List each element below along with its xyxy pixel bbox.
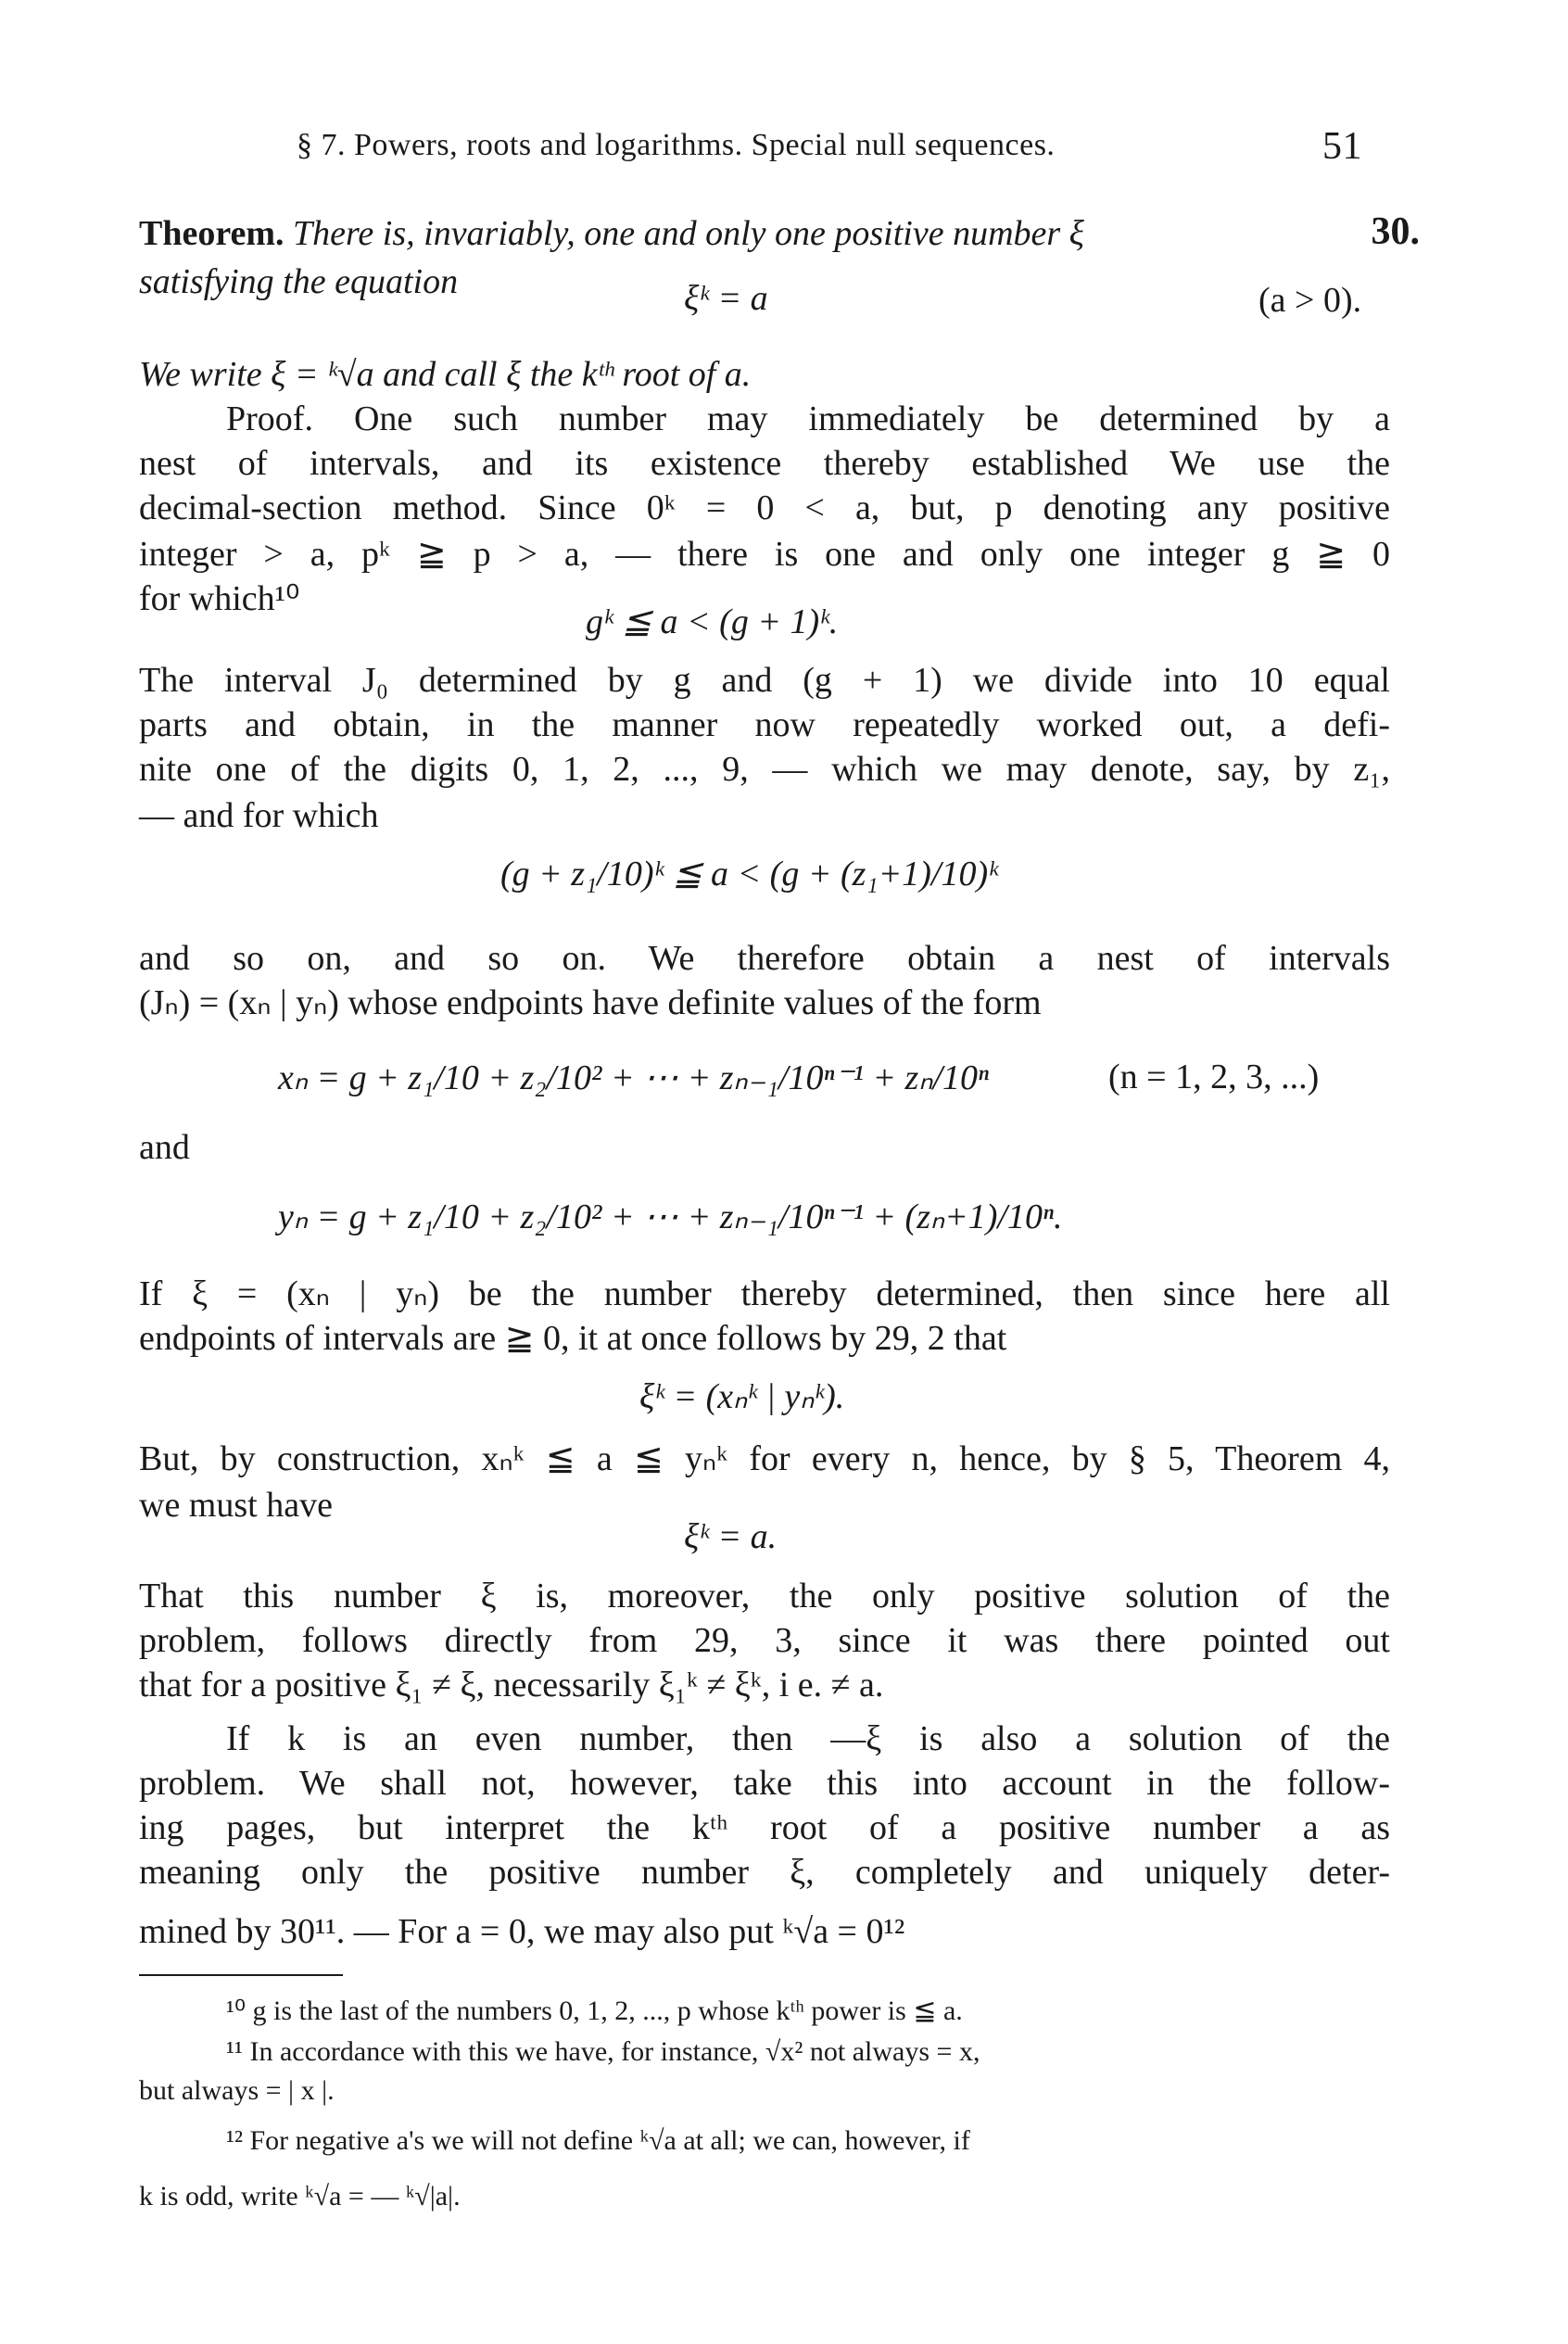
proof-line-21: problem. We shall not, however, take this into account in the follow- [139, 1764, 1390, 1803]
theorem-equation: ξᵏ = a [684, 279, 768, 318]
proof-line-5: for which¹⁰ [139, 579, 300, 618]
proof-line-2: nest of intervals, and its existence thereby established We use the [139, 444, 1390, 483]
theorem-condition: (a > 0). [1258, 281, 1362, 320]
running-header [297, 125, 1362, 168]
proof-line-11: (Jₙ) = (xₙ | yₙ) whose endpoints have definite values of the form [139, 983, 1042, 1022]
proof-label: Proof. [226, 399, 313, 438]
proof-line-1 [139, 397, 1390, 441]
theorem-text-1: There is, invariably, one and only one positive number ξ [293, 214, 1084, 253]
equation-xi-a: ξᵏ = a. [684, 1517, 778, 1556]
footnote-11-line-1: ¹¹ In accordance with this we have, for instance, √x² not always = x, [226, 2036, 980, 2067]
footnote-rule [139, 1974, 343, 1976]
proof-line-8: nite one of the digits 0, 1, 2, ..., 9, — which we may denote, say, by z₁, [139, 750, 1390, 789]
proof-line-20: If k is an even number, then —ξ is also a solution of the [226, 1719, 1390, 1758]
footnote-11-line-2: but always = | x |. [139, 2075, 335, 2106]
proof-line-15: But, by construction, xₙᵏ ≦ a ≦ yₙᵏ for every n, hence, by § 5, Theorem 4, [139, 1439, 1390, 1478]
proof-line-24: mined by 30¹¹. — For a = 0, we may also put ᵏ√a = 0¹² [139, 1912, 905, 1951]
theorem-label: Theorem. [139, 214, 285, 253]
page-number: 51 [1322, 125, 1362, 168]
proof-line-13: If ξ = (xₙ | yₙ) be the number thereby determined, then since here all [139, 1274, 1390, 1313]
equation-g-bounds: gᵏ ≦ a < (g + 1)ᵏ. [586, 602, 839, 641]
theorem-line-2: satisfying the equation [139, 262, 459, 301]
footnote-10: ¹⁰ g is the last of the numbers 0, 1, 2, ..., p whose kᵗʰ power is ≦ a. [226, 1996, 963, 2026]
equation-z1-bounds: (g + z₁/10)ᵏ ≦ a < (g + (z₁+1)/10)ᵏ [500, 855, 998, 893]
equation-xi-interval: ξᵏ = (xₙᵏ | yₙᵏ). [639, 1377, 845, 1416]
proof-line-12: and [139, 1128, 190, 1167]
proof-line-18: problem, follows directly from 29, 3, since it was there pointed out [139, 1621, 1390, 1660]
proof-text-1: One such number may immediately be determined by a [353, 399, 1390, 438]
proof-line-19: that for a positive ξ₁ ≠ ξ, necessarily ξ₁ᵏ ≠ ξᵏ, i e. ≠ a. [139, 1666, 884, 1704]
equation-yn: yₙ = g + z₁/10 + z₂/10² + ⋯ + zₙ₋₁/10ⁿ⁻¹ + (zₙ+1)/10ⁿ. [278, 1197, 1063, 1236]
footnote-12-line-1: ¹² For negative a's we will not define ᵏ√a at all; we can, however, if [226, 2125, 970, 2156]
proof-line-17: That this number ξ is, moreover, the only positive solution of the [139, 1577, 1390, 1615]
theorem-line-3: We write ξ = ᵏ√a and call ξ the kᵗʰ root of a. [139, 355, 752, 394]
proof-line-6: The interval J₀ determined by g and (g + 1) we divide into 10 equal [139, 661, 1390, 700]
proof-line-7: parts and obtain, in the manner now repeatedly worked out, a defi- [139, 705, 1390, 744]
theorem-line-1 [139, 211, 1390, 256]
proof-line-9: — and for which [139, 796, 379, 835]
proof-line-10: and so on, and so on. We therefore obtain a nest of intervals [139, 939, 1390, 978]
theorem-number: 30. [1371, 210, 1420, 253]
proof-line-16: we must have [139, 1486, 333, 1525]
proof-line-3: decimal-section method. Since 0ᵏ = 0 < a, but, p denoting any positive [139, 488, 1390, 527]
proof-line-4: integer > a, pᵏ ≧ p > a, — there is one and only one integer g ≧ 0 [139, 535, 1390, 574]
proof-line-22: ing pages, but interpret the kᵗʰ root of a positive number a as [139, 1808, 1390, 1847]
equation-xn-tag: (n = 1, 2, 3, ...) [1108, 1058, 1320, 1096]
proof-line-14: endpoints of intervals are ≧ 0, it at once follows by 29, 2 that [139, 1319, 1007, 1358]
equation-xn: xₙ = g + z₁/10 + z₂/10² + ⋯ + zₙ₋₁/10ⁿ⁻¹ + zₙ/10ⁿ [278, 1058, 989, 1097]
proof-line-23: meaning only the positive number ξ, completely and uniquely deter- [139, 1853, 1390, 1892]
running-title: § 7. Powers, roots and logarithms. Special null sequences. [297, 128, 1056, 162]
footnote-12-line-2: k is odd, write ᵏ√a = — ᵏ√|a|. [139, 2181, 461, 2211]
